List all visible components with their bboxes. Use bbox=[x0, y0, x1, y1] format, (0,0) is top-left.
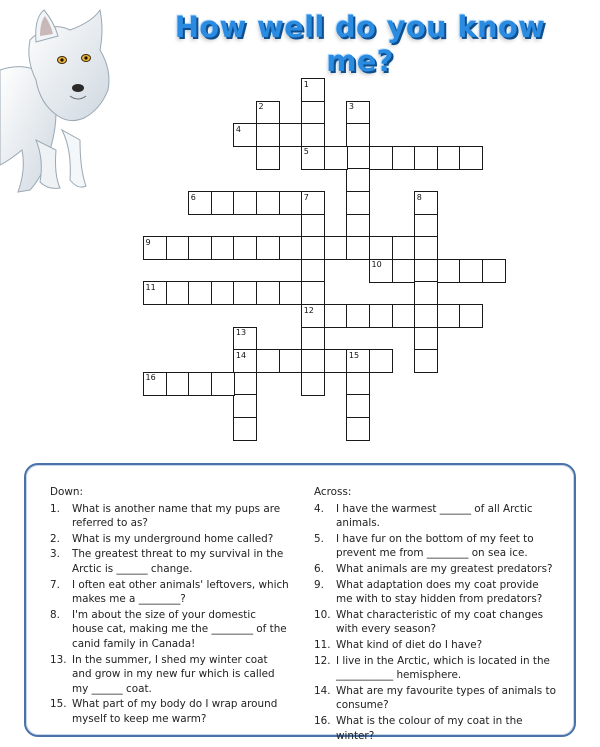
crossword-cell[interactable] bbox=[188, 372, 212, 396]
down-clue bbox=[50, 532, 290, 547]
crossword-cell[interactable] bbox=[346, 168, 370, 192]
crossword-cell[interactable] bbox=[324, 236, 348, 260]
crossword-cell[interactable] bbox=[414, 281, 438, 305]
crossword-cell[interactable] bbox=[414, 259, 438, 283]
crossword-cell[interactable] bbox=[482, 259, 506, 283]
down-clue bbox=[50, 653, 290, 697]
crossword-cell[interactable] bbox=[437, 304, 461, 328]
clue-text: What kind of diet do I have? bbox=[336, 638, 483, 651]
crossword-cell[interactable] bbox=[301, 236, 325, 260]
crossword-clue-number: 8 bbox=[416, 192, 422, 202]
crossword-cell[interactable] bbox=[301, 101, 325, 125]
crossword-cell[interactable] bbox=[233, 236, 257, 260]
crossword-clue-number: 14 bbox=[235, 350, 247, 360]
clue-text: What part of my body do I wrap around myself to keep me warm? bbox=[72, 698, 278, 725]
across-heading: Across: bbox=[314, 486, 352, 498]
clue-text: What is the colour of my coat in the winter? bbox=[336, 714, 523, 742]
crossword-cell[interactable] bbox=[346, 191, 370, 215]
clue-text: What animals are my greatest predators? bbox=[336, 562, 553, 575]
crossword-cell[interactable] bbox=[414, 214, 438, 238]
crossword-cell[interactable] bbox=[414, 304, 438, 328]
across-clue bbox=[314, 714, 556, 743]
crossword-cell[interactable] bbox=[166, 281, 190, 305]
crossword-cell[interactable] bbox=[166, 372, 190, 396]
clue-text: What is my underground home called? bbox=[72, 532, 274, 545]
crossword-cell[interactable] bbox=[414, 146, 438, 170]
arctic-fox-illustration bbox=[0, 0, 160, 200]
page-title: How well do you know me? bbox=[174, 10, 546, 78]
crossword-clue-number: 1 bbox=[303, 79, 309, 89]
crossword-cell[interactable] bbox=[256, 191, 280, 215]
crossword-cell[interactable] bbox=[459, 146, 483, 170]
clue-number: 16. bbox=[314, 714, 331, 727]
down-clue bbox=[50, 502, 290, 531]
crossword-cell[interactable] bbox=[369, 146, 393, 170]
crossword-cell[interactable] bbox=[256, 146, 280, 170]
crossword-clue-number: 4 bbox=[235, 124, 241, 134]
crossword-cell[interactable] bbox=[414, 327, 438, 351]
down-clue bbox=[50, 697, 290, 726]
crossword-cell[interactable] bbox=[188, 236, 212, 260]
clues-panel bbox=[24, 463, 576, 742]
crossword-cell[interactable] bbox=[324, 146, 348, 170]
crossword-clue-number: 15 bbox=[348, 350, 360, 360]
crossword-cell[interactable] bbox=[233, 281, 257, 305]
clue-number: 2. bbox=[50, 532, 60, 545]
crossword-cell[interactable] bbox=[279, 123, 303, 147]
crossword-clue-number: 6 bbox=[190, 192, 196, 202]
crossword-clue-number: 13 bbox=[235, 328, 247, 338]
clue-text: I have the warmest ______ of all Arctic animals. bbox=[336, 502, 533, 530]
clue-text: I often eat other animals' leftovers, which makes me a ________? bbox=[72, 578, 289, 606]
down-heading: Down: bbox=[50, 486, 83, 498]
across-clue bbox=[314, 562, 556, 577]
crossword-cell[interactable] bbox=[301, 349, 325, 373]
crossword-cell[interactable] bbox=[369, 349, 393, 373]
crossword-cell[interactable] bbox=[392, 146, 416, 170]
clue-number: 14. bbox=[314, 684, 331, 697]
crossword-cell[interactable] bbox=[346, 372, 370, 396]
clue-number: 8. bbox=[50, 608, 60, 621]
crossword-cell[interactable] bbox=[211, 372, 235, 396]
crossword-cell[interactable] bbox=[437, 259, 461, 283]
clue-text: I have fur on the bottom of my feet to prevent me from ________ on sea ice. bbox=[336, 532, 534, 560]
down-clues bbox=[50, 485, 290, 728]
crossword-cell[interactable] bbox=[324, 349, 348, 373]
clue-number: 4. bbox=[314, 502, 324, 515]
crossword-cell[interactable] bbox=[301, 123, 325, 147]
crossword-cell[interactable] bbox=[166, 236, 190, 260]
crossword-cell[interactable] bbox=[414, 349, 438, 373]
down-clue bbox=[50, 578, 290, 607]
clue-text: In the summer, I shed my winter coat and grow in my new fur which is called my ______ coat. bbox=[72, 653, 275, 695]
clue-text: What are my favourite types of animals to consume? bbox=[336, 684, 556, 712]
crossword-clue-number: 3 bbox=[348, 102, 354, 112]
crossword-clue-number: 10 bbox=[371, 260, 382, 270]
crossword-clue-number: 5 bbox=[303, 147, 309, 157]
crossword-clue-number: 11 bbox=[145, 282, 156, 292]
clue-text: The greatest threat to my survival in the Arctic is ______ change. bbox=[72, 548, 284, 575]
clue-number: 3. bbox=[50, 548, 60, 561]
down-clue bbox=[50, 547, 290, 576]
across-clue bbox=[314, 654, 556, 683]
crossword-cell[interactable] bbox=[346, 214, 370, 238]
crossword-cell[interactable] bbox=[256, 236, 280, 260]
crossword-cell[interactable] bbox=[346, 236, 370, 260]
clue-text: What is another name that my pups are referred to as? bbox=[72, 502, 281, 530]
crossword-cell[interactable] bbox=[346, 417, 370, 441]
clue-number: 7. bbox=[50, 578, 60, 591]
crossword-cell[interactable] bbox=[346, 394, 370, 418]
crossword-cell[interactable] bbox=[279, 281, 303, 305]
clue-number: 10. bbox=[314, 608, 331, 621]
crossword-cell[interactable] bbox=[211, 236, 235, 260]
clue-number: 9. bbox=[314, 578, 324, 591]
crossword-cell[interactable] bbox=[301, 327, 325, 351]
clue-text: What adaptation does my coat provide me with to stay hidden from predators? bbox=[336, 578, 543, 606]
crossword-cell[interactable] bbox=[279, 191, 303, 215]
crossword-cell[interactable] bbox=[346, 123, 370, 147]
crossword-cell[interactable] bbox=[211, 281, 235, 305]
clue-text: I live in the Arctic, which is located in the ___________ hemisphere. bbox=[336, 654, 550, 682]
across-clue bbox=[314, 608, 556, 637]
crossword-cell[interactable] bbox=[301, 281, 325, 305]
crossword-cell[interactable] bbox=[459, 304, 483, 328]
crossword-cell[interactable] bbox=[414, 236, 438, 260]
crossword-cell[interactable] bbox=[301, 259, 325, 283]
crossword-cell[interactable] bbox=[369, 236, 393, 260]
clue-number: 13. bbox=[50, 653, 67, 666]
crossword-cell[interactable] bbox=[437, 146, 461, 170]
crossword-cell[interactable] bbox=[459, 259, 483, 283]
crossword-cell[interactable] bbox=[392, 259, 416, 283]
crossword-clue-number: 7 bbox=[303, 192, 309, 202]
crossword-cell[interactable] bbox=[392, 304, 416, 328]
crossword-clue-number: 2 bbox=[258, 102, 264, 112]
crossword-cell[interactable] bbox=[346, 146, 370, 170]
crossword-cell[interactable] bbox=[369, 304, 393, 328]
crossword-cell[interactable] bbox=[301, 372, 325, 396]
across-clues bbox=[314, 485, 556, 744]
crossword-cell[interactable] bbox=[392, 236, 416, 260]
clue-number: 11. bbox=[314, 638, 331, 651]
crossword-clue-number: 16 bbox=[145, 373, 156, 383]
crossword-cell[interactable] bbox=[233, 372, 257, 396]
crossword-cell[interactable] bbox=[256, 123, 280, 147]
clue-text: I'm about the size of your domestic house cat, making me the ________ of the canid family in Canada! bbox=[72, 608, 287, 650]
across-clue bbox=[314, 532, 556, 561]
crossword-cell[interactable] bbox=[233, 417, 257, 441]
crossword-cell[interactable] bbox=[279, 236, 303, 260]
clue-number: 5. bbox=[314, 532, 324, 545]
across-clue bbox=[314, 638, 556, 653]
crossword-cell[interactable] bbox=[233, 394, 257, 418]
across-clue bbox=[314, 502, 556, 531]
crossword-cell[interactable] bbox=[233, 191, 257, 215]
crossword-cell[interactable] bbox=[346, 304, 370, 328]
down-clue bbox=[50, 608, 290, 652]
clue-number: 6. bbox=[314, 562, 324, 575]
crossword-cell[interactable] bbox=[301, 214, 325, 238]
crossword-clue-number: 12 bbox=[303, 305, 314, 315]
crossword-clue-number: 9 bbox=[145, 237, 151, 247]
crossword-cell[interactable] bbox=[256, 281, 280, 305]
crossword-cell[interactable] bbox=[279, 349, 303, 373]
crossword-cell[interactable] bbox=[324, 304, 348, 328]
clue-number: 1. bbox=[50, 502, 60, 515]
crossword-cell[interactable] bbox=[211, 191, 235, 215]
across-clue bbox=[314, 578, 556, 607]
crossword-cell[interactable] bbox=[188, 281, 212, 305]
clue-number: 12. bbox=[314, 654, 331, 667]
across-clue bbox=[314, 684, 556, 713]
crossword-cell[interactable] bbox=[256, 349, 280, 373]
clue-text: What characteristic of my coat changes with every season? bbox=[336, 608, 543, 636]
clue-number: 15. bbox=[50, 698, 67, 711]
